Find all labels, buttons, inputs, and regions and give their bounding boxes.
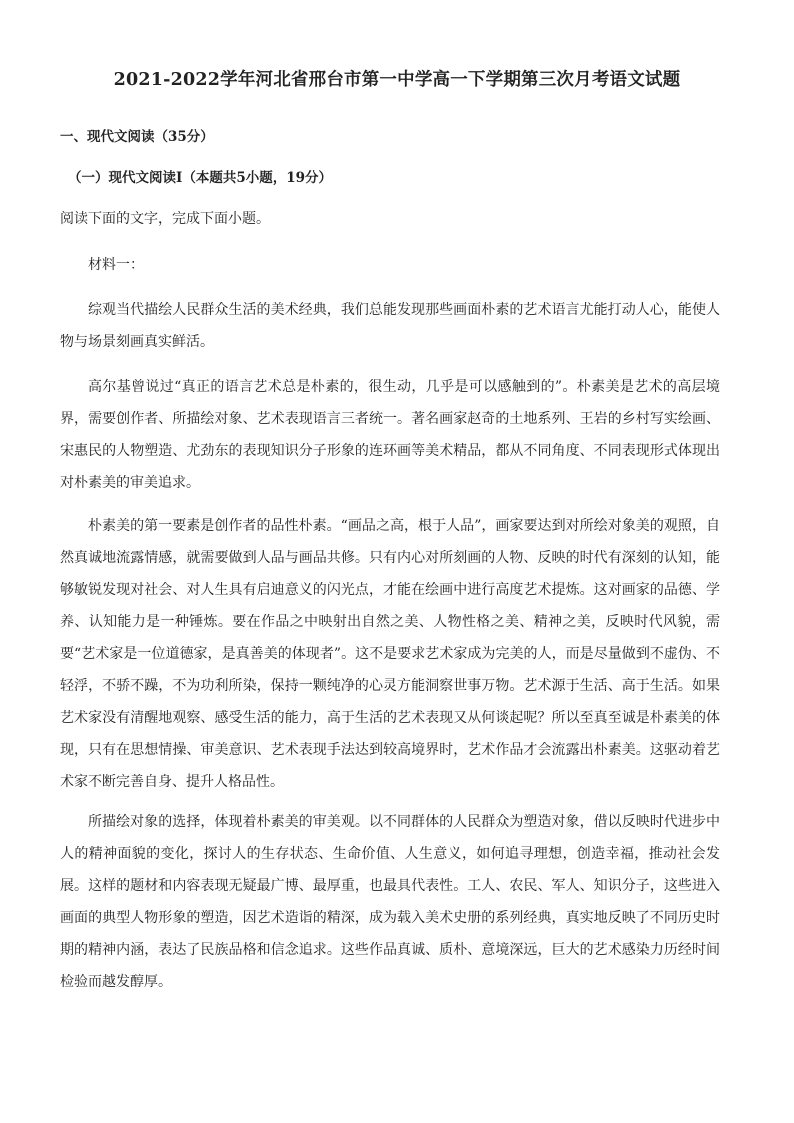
paragraph: 所描绘对象的选择，体现着朴素美的审美观。以不同群体的人民群众为塑造对象，借以反映时代进步中人的精神面貌的变化，探讨人的生存状态、生命价值、人生意义，如何追寻理想，创造幸福，推动社会发展。这样的题材和内容表现无疑最广博、最厚重，也最具代表性。工人、农民、军人、知识分子，这些进入画面的典型人物形象的塑造，因艺术造诣的精深，成为载入美术史册的系列经典，真实地反映了不同历史时期的精神内涵，表达了民族品格和信念追求。这些作品真诚、质朴、意境深远，巨大的艺术感染力历经时间检验而越发醇厚。 — [60, 814, 720, 990]
subsection-heading: （一）现代文阅读Ⅰ（本题共5小题，19分） — [68, 170, 332, 186]
paragraph: 朴素美的第一要素是创作者的品性朴素。“画品之高，根于人品”，画家要达到对所绘对象美的观照，自然真诚地流露情感，就需要做到人品与画品共修。只有内心对所刻画的人物、反映的时代有深刻的认知，能够敏锐发现对社会、对人生具有启迪意义的闪光点，才能在绘画中进行高度艺术提炼。这对画家的品德、学养、认知能力是一种锤炼。要在作品之中映射出自然之美、人物性格之美、精神之美，反映时代风貌，需要“艺术家是一位道德家，是真善美的体现者”。这不是要求艺术家成为完美的人，而是尽量做到不虚伪、不轻浮，不骄不躁，不为功利所染，保持一颗纯净的心灵方能洞察世事万物。艺术源于生活、高于生活。如果艺术家没有清醒地观察、感受生活的能力，高于生活的艺术表现又从何谈起呢？所以至真至诚是朴素美的体现，只有在思想情操、审美意识、艺术表现手法达到较高境界时，艺术作品才会流露出朴素美。这驱动着艺术家不断完善自身、提升人格品性。 — [60, 518, 720, 790]
material-label: 材料一： — [88, 257, 144, 273]
section-heading: 一、现代文阅读（35分） — [60, 129, 214, 145]
paragraph: 综观当代描绘人民群众生活的美术经典，我们总能发现那些画面朴素的艺术语言尤能打动人心，能使人物与场景刻画真实鲜活。 — [60, 302, 720, 350]
paragraph: 高尔基曾说过“真正的语言艺术总是朴素的，很生动，几乎是可以感触到的”。朴素美是艺术的高层境界，需要创作者、所描绘对象、艺术表现语言三者统一。著名画家赵奇的土地系列、王岩的乡村写实绘画、宋惠民的人物塑造、尤劲东的表现知识分子形象的连环画等美术精品，都从不同角度、不同表现形式体现出对朴素美的审美追求。 — [60, 379, 720, 491]
page-title: 2021-2022学年河北省邢台市第一中学高一下学期第三次月考语文试题 — [113, 70, 681, 90]
instruction-text: 阅读下面的文字，完成下面小题。 — [60, 211, 270, 227]
